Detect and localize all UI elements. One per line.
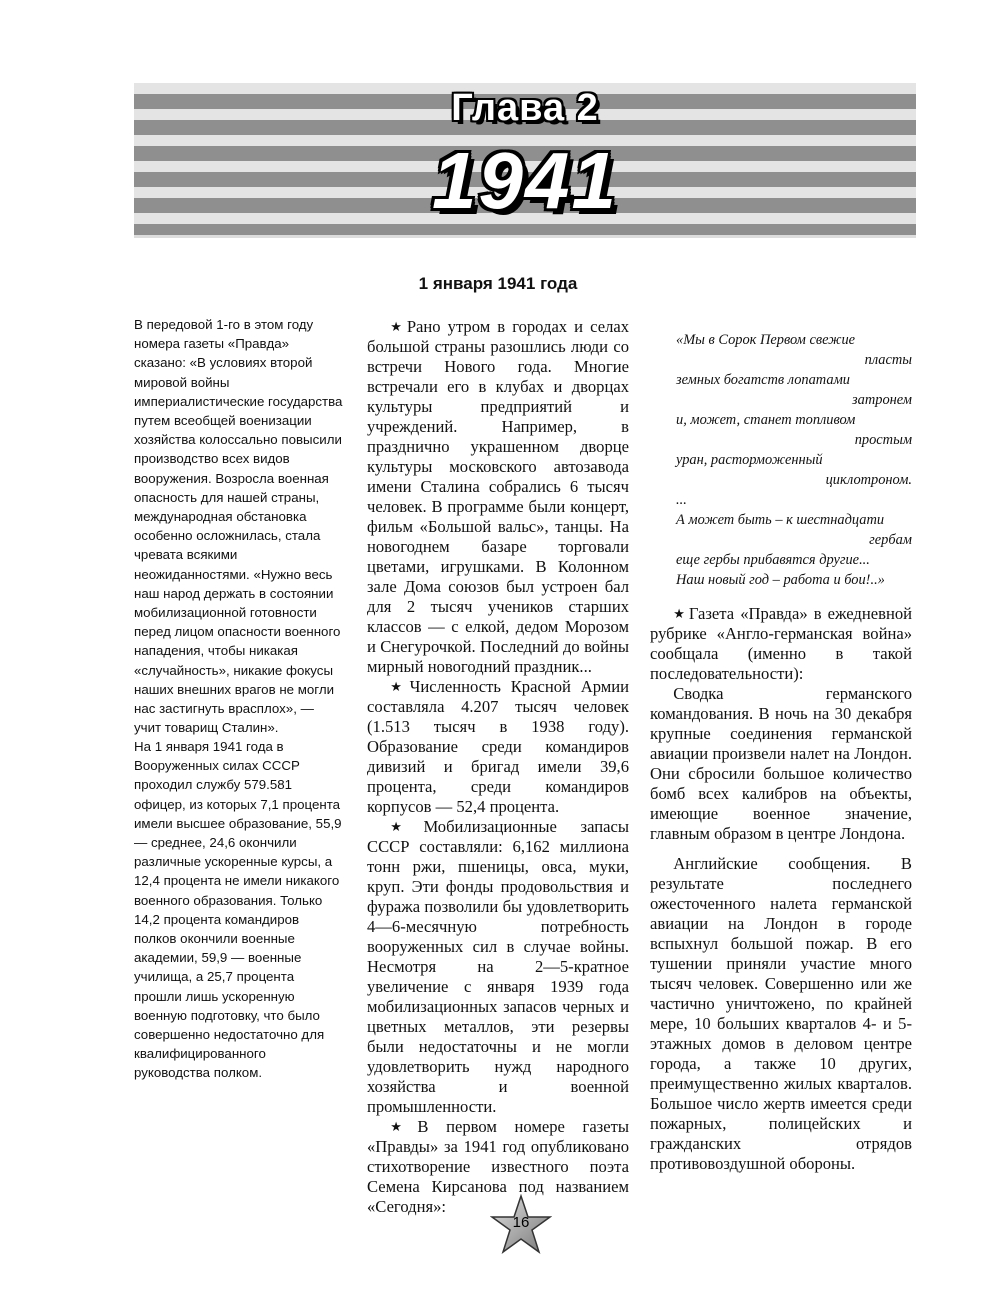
main-column-right — [650, 274, 912, 1174]
poem-line: простым — [854, 432, 912, 448]
sidebar-note-text: В передовой 1-го в этом году номера газеты «Правда» сказано: «В условиях второй мировой войны империалистические государства путем всеобщей военизации хозяйства колоссально повысили производство всех видов вооружения. Возросла военная опасность для нашей страны, международная обстановка особенно осложнилась, стала чревата всякими неожиданностями. «Нужно весь наш народ держать в состоянии мобилизационной готовности перед лицом опасности военного нападения, чтобы никакая «случайность», никакие фокусы наших внешних врагов не могли нас застигнуть врасплох», — учит товарищ Сталин». — [134, 317, 343, 736]
star-bullet-icon: ★ — [390, 819, 422, 834]
paragraph: ★ Численность Красной Армии составляла 4.207 тысяч человек (1.513 тысяч в 1938 году). Образование среди командиров дивизий и бригад имели 39,6 процента, среди командиров корпусов — 52,4 процента. — [367, 677, 630, 816]
poem-line: земных богатств лопатами — [676, 372, 850, 388]
sidebar-note-officers — [134, 737, 344, 1083]
poem-line: «Мы в Сорок Первом свежие — [676, 332, 856, 348]
paragraph: Сводка германского командования. В ночь на 30 декабря крупные соединения германской авиации произвели налет на Лондон. Они сбросили большое количество бомб всех калибров на объекты, имеющие военное значение, главным образом в центре Лондона. — [650, 684, 912, 843]
main-column-middle — [367, 274, 629, 1217]
page-number: 16 — [512, 1214, 530, 1231]
poem-line: затронем — [852, 392, 912, 408]
sidebar-note-text: На 1 января 1941 года в Вооруженных силах СССР проходил службу 579.581 офицер, из которых 7,1 процента имели высшее образование, 55,9 — среднее, 24,6 окончили различные ускоренные курсы, а 12,4 процента не имели никакого военного образования. Только 14,2 процента командиров полков окончили военные академии, 59,9 — военные училища, а 25,7 процента прошли лишь ускоренную военную подготовку, что было совершенно недостаточно для квалифицированного руководства полком. — [134, 739, 342, 1081]
year-title: 1941 — [432, 136, 618, 225]
star-bullet-icon: ★ — [390, 679, 408, 694]
poem-line: гербам — [869, 532, 912, 548]
poem-line: А может быть – к шестнадцати — [676, 512, 885, 528]
section-heading: 1 января 1941 года — [418, 274, 578, 293]
poem — [676, 330, 912, 590]
paragraph: ★ В первом номере газеты «Правды» за 1941 год опубликовано стихотворение известного поэта Семена Кирсанова под названием «Сегодня»: — [367, 1117, 630, 1216]
poem-line: циклотроном. — [825, 472, 912, 488]
star-bullet-icon: ★ — [673, 606, 687, 621]
poem-line: еще гербы прибавятся другие... — [676, 552, 870, 568]
chapter-banner — [134, 83, 916, 238]
star-bullet-icon: ★ — [390, 1119, 416, 1134]
star-bullet-icon: ★ — [390, 319, 405, 334]
poem-line: и, может, станет топливом — [676, 412, 856, 428]
chapter-title: Глава 2 — [451, 87, 599, 129]
paragraph: Английские сообщения. В результате последнего ожесточенного налета германской авиации на Лондон в городе вспыхнул большой пожар. В его тушении приняли участие много тысяч человек. Совершенно или же частично уничтожено, по крайней мере, 10 больших кварталов 4- и 5-этажных домов в деловом центре города, а также 10 других, преимущественно жилых кварталов. Большое число жертв имеется среди пожарных, полицейских и гражданских отрядов противовоздушной обороны. — [650, 854, 912, 1173]
poem-line: Наш новый год – работа и бои!..» — [676, 572, 885, 588]
paragraph: ★ Газета «Правда» в ежедневной рубрике «Англо-германская война» сообщала (именно в такой последовательности): — [650, 604, 913, 683]
poem-line: пласты — [864, 352, 912, 368]
paragraph: ★ Рано утром в городах и селах большой страны разошлись люди со встречи Нового года. Многие встречали его в клубах и дворцах культуры предприятий и учреждений. Например, в празднично украшенном дворце культуры московского автозавода имени Сталина собрались 6 тысяч человек. В программе были концерт, фильм «Большой вальс», танцы. На новогоднем базаре торговали цветами, игрушками. В Колонном зале Дома союзов был устроен бал для 2 тысяч учеников старших классов — с елкой, дедом Морозом и Снегурочкой. Последний до войны мирный новогодний праздник... — [367, 317, 630, 676]
paragraph: ★ Мобилизационные запасы СССР составляли: 6,162 миллиона тонн ржи, пшеницы, овса, муки, круп. Эти фонды продовольствия и фуража позволили бы удовлетворить 4—6-месячную потребность вооруженных сил в случае войны. Несмотря на 2—5-кратное увеличение с января 1939 года мобилизационных запасов черных и цветных металлов, эти резервы были недостаточны и не могли удовлетворить нужд народного хозяйства и военной промышленности. — [367, 817, 629, 1116]
poem-line: уран, расторможенный — [676, 452, 823, 468]
poem-line: ... — [676, 492, 687, 508]
sidebar-note-pravda — [134, 315, 344, 737]
